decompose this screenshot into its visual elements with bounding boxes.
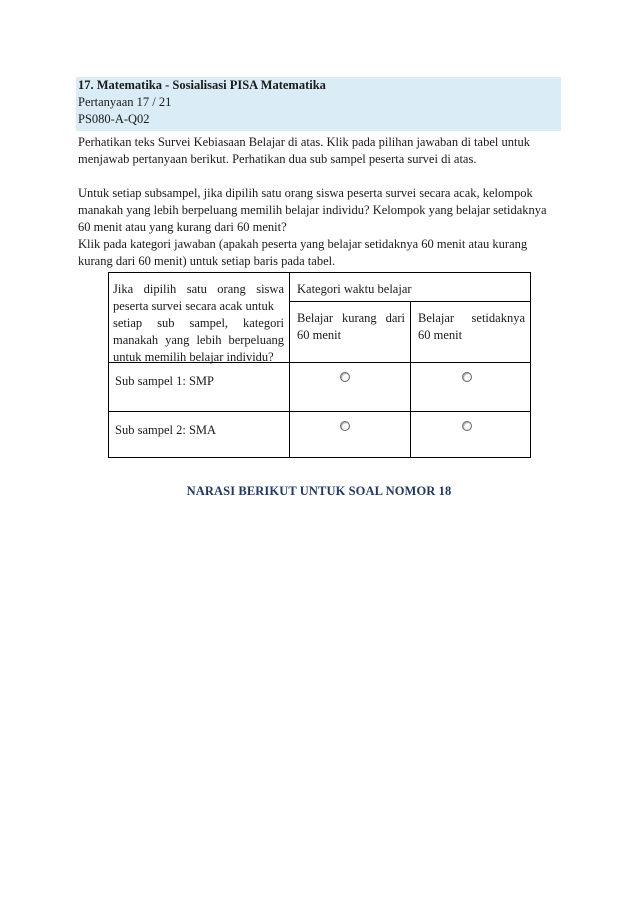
instruction-line: menjawab pertanyaan berikut. Perhatikan dua sub sampel peserta survei di atas. <box>78 152 477 166</box>
question-line: Jika dipilih satu orang siswa <box>113 282 284 296</box>
question-progress: Pertanyaan 17 / 21 <box>78 95 172 109</box>
instruction-line: Perhatikan teks Survei Kebiasaan Belajar di atas. Klik pada pilihan jawaban di tabel untuk <box>78 135 530 149</box>
instruction-paragraph-3 <box>78 236 563 270</box>
option-header-at-least-60 <box>412 302 531 362</box>
question-header <box>76 77 561 131</box>
option-label-line: 60 menit <box>418 328 463 342</box>
instruction-paragraph-2 <box>78 185 563 236</box>
instruction-line: Klik pada kategori jawaban (apakah peserta yang belajar setidaknya 60 menit atau kurang <box>78 237 528 251</box>
question-line: peserta survei secara acak untuk <box>113 299 275 313</box>
radio-smp-less-than-60[interactable] <box>340 372 350 382</box>
radio-sma-less-than-60[interactable] <box>340 421 350 431</box>
answer-table <box>108 272 531 458</box>
instruction-line: manakah yang lebih berpeluang memilih belajar individu? Kelompok yang belajar setidaknya <box>78 203 547 217</box>
question-title: 17. Matematika - Sosialisasi PISA Matematika <box>78 78 326 92</box>
category-header: Kategori waktu belajar <box>297 282 412 296</box>
table-question-cell <box>109 273 289 362</box>
question-line: setiap sub sampel, kategori <box>113 316 284 330</box>
radio-sma-at-least-60[interactable] <box>462 421 472 431</box>
option-header-less-than-60 <box>291 302 411 362</box>
instruction-line: 60 menit atau yang kurang dari 60 menit? <box>78 220 287 234</box>
instruction-line: kurang dari 60 menit) untuk setiap baris pada tabel. <box>78 254 336 268</box>
option-label-line: 60 menit <box>297 328 342 342</box>
radio-smp-at-least-60[interactable] <box>462 372 472 382</box>
option-label-line: Belajar setidaknya <box>418 311 525 325</box>
question-line: untuk memilih belajar individu? <box>113 350 274 364</box>
question-line: manakah yang lebih berpeluang <box>113 333 284 347</box>
question-code: PS080-A-Q02 <box>78 112 150 126</box>
narasi-heading: NARASI BERIKUT UNTUK SOAL NOMOR 18 <box>186 484 452 498</box>
row-label-sma: Sub sampel 2: SMA <box>115 423 217 437</box>
instruction-paragraph-1 <box>78 134 563 168</box>
instruction-line: Untuk setiap subsampel, jika dipilih satu orang siswa peserta survei secara acak, kelompok <box>78 186 533 200</box>
row-label-smp: Sub sampel 1: SMP <box>115 374 214 388</box>
option-label-line: Belajar kurang dari <box>297 311 405 325</box>
